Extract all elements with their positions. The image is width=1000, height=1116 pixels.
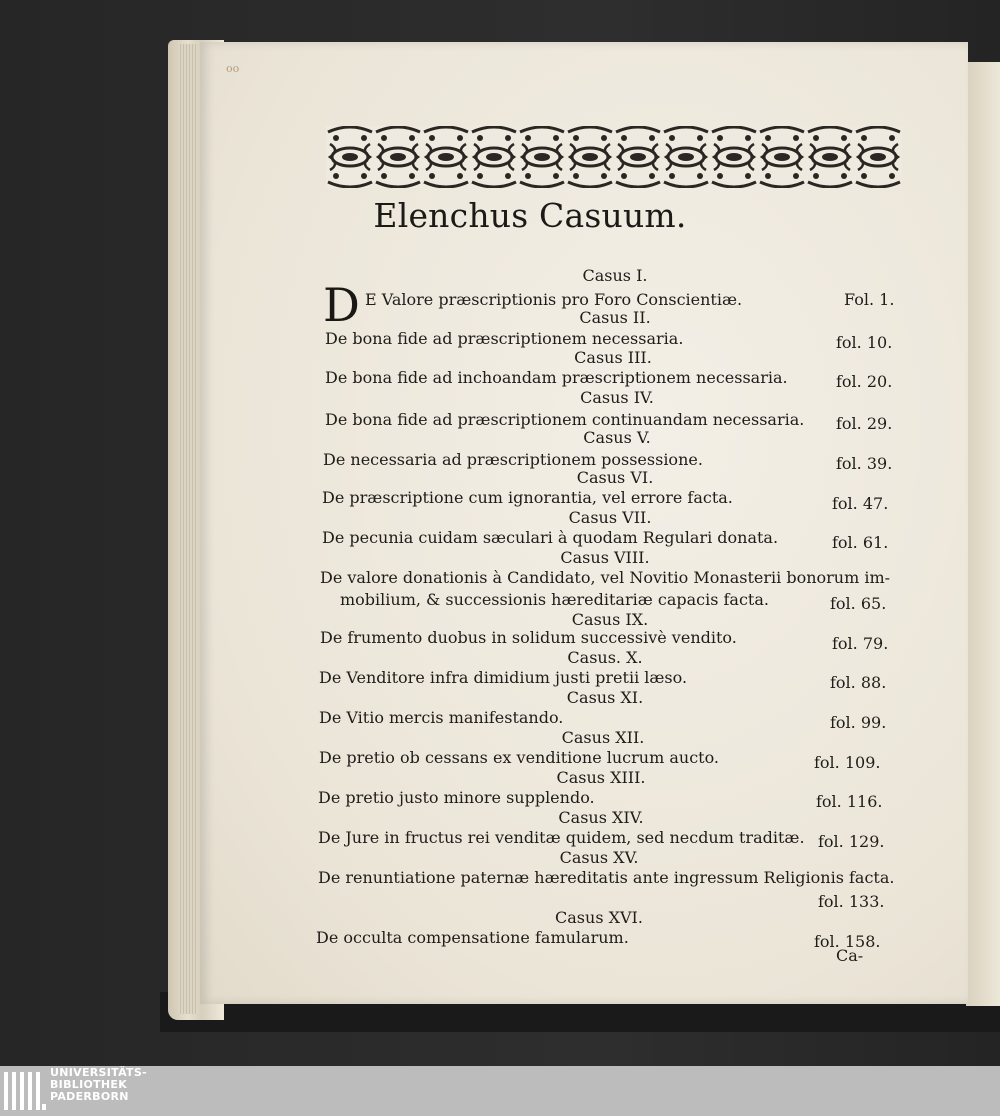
entry-text: De pretio justo minore supplendo.	[318, 788, 595, 807]
entry-folio: fol. 20.	[836, 372, 893, 391]
entry-folio: fol. 88.	[830, 673, 887, 692]
entry-folio: fol. 133.	[818, 892, 885, 911]
entry-text: De necessaria ad præscriptionem possessione.	[323, 450, 703, 469]
casus-heading: Casus VII.	[568, 508, 652, 527]
casus-heading: Casus XI.	[566, 688, 644, 707]
casus-heading: Casus IX.	[571, 610, 649, 629]
entry-text: De pretio ob cessans ex venditione lucrum aucto.	[319, 748, 720, 767]
entry-folio: fol. 39.	[836, 454, 893, 473]
entry-folio: fol. 109.	[814, 753, 881, 772]
entry-text: De occulta compensatione famularum.	[316, 928, 629, 947]
entry-text: De bona fide ad præscriptionem necessaria.	[325, 329, 684, 348]
library-logo-icon	[0, 1066, 48, 1116]
page-mark: oo	[226, 62, 240, 75]
entry-folio: fol. 47.	[832, 494, 889, 513]
casus-heading: Casus I.	[582, 266, 648, 285]
casus-heading: Casus XVI.	[555, 908, 643, 927]
casus-heading: Casus II.	[579, 308, 651, 327]
ornament-band	[326, 126, 902, 188]
casus-heading: Casus V.	[583, 428, 651, 447]
casus-heading: Casus VIII.	[560, 548, 650, 567]
entry-text-continued: mobilium, & successionis hæreditariæ capacis facta.	[340, 590, 769, 609]
casus-heading: Casus IV.	[580, 388, 654, 407]
entry-folio: fol. 116.	[816, 792, 883, 811]
library-footer	[0, 1066, 1000, 1116]
facing-page-edge	[966, 62, 1000, 1006]
entry-folio: fol. 65.	[830, 594, 887, 613]
casus-heading: Casus XV.	[559, 848, 639, 867]
entry-text: De renuntiatione paternæ hæreditatis ante ingressum Religionis facta.	[318, 868, 895, 887]
entry-folio: fol. 99.	[830, 713, 887, 732]
entry-folio: fol. 79.	[832, 634, 889, 653]
page-title: Elenchus Casuum.	[373, 196, 687, 235]
book-page-stack	[178, 44, 198, 1014]
casus-heading: Casus III.	[574, 348, 652, 367]
entry-text: De valore donationis à Candidato, vel Novitio Monasterii bonorum im-	[320, 568, 891, 587]
entry-folio: Fol. 1.	[844, 290, 895, 309]
library-name-line1: UNIVERSITÄTS-	[50, 1066, 147, 1079]
entry-text: De pecunia cuidam sæculari à quodam Regulari donata.	[322, 528, 779, 547]
drop-cap: D	[323, 278, 360, 332]
entry-text: De Jure in fructus rei venditæ quidem, sed necdum traditæ.	[318, 828, 805, 847]
entry-folio: fol. 129.	[818, 832, 885, 851]
entry-text: De bona fide ad inchoandam præscriptionem necessaria.	[325, 368, 788, 387]
entry-text: De bona fide ad præscriptionem continuandam necessaria.	[325, 410, 805, 429]
casus-heading: Casus VI.	[576, 468, 654, 487]
entry-text: De frumento duobus in solidum successivè vendito.	[320, 628, 737, 647]
entry-folio: fol. 10.	[836, 333, 893, 352]
library-name	[50, 1067, 147, 1103]
entry-text: De præscriptione cum ignorantia, vel errore facta.	[322, 488, 733, 507]
entry-text: De Venditore infra dimidium justi pretii læso.	[319, 668, 688, 687]
entry-folio: fol. 61.	[832, 533, 889, 552]
entry-text: De Vitio mercis manifestando.	[319, 708, 564, 727]
library-name-line2: BIBLIOTHEK	[50, 1078, 128, 1091]
casus-heading: Casus. X.	[567, 648, 643, 667]
entry-folio: fol. 29.	[836, 414, 893, 433]
catchword: Ca-	[836, 946, 864, 965]
casus-heading: Casus XIII.	[556, 768, 646, 787]
entry-folio: fol. 158.	[814, 932, 881, 951]
library-name-line3: PADERBORN	[50, 1090, 129, 1103]
casus-heading: Casus XIV.	[558, 808, 644, 827]
casus-heading: Casus XII.	[561, 728, 645, 747]
entry-text: E Valore præscriptionis pro Foro Conscientiæ.	[365, 290, 743, 309]
